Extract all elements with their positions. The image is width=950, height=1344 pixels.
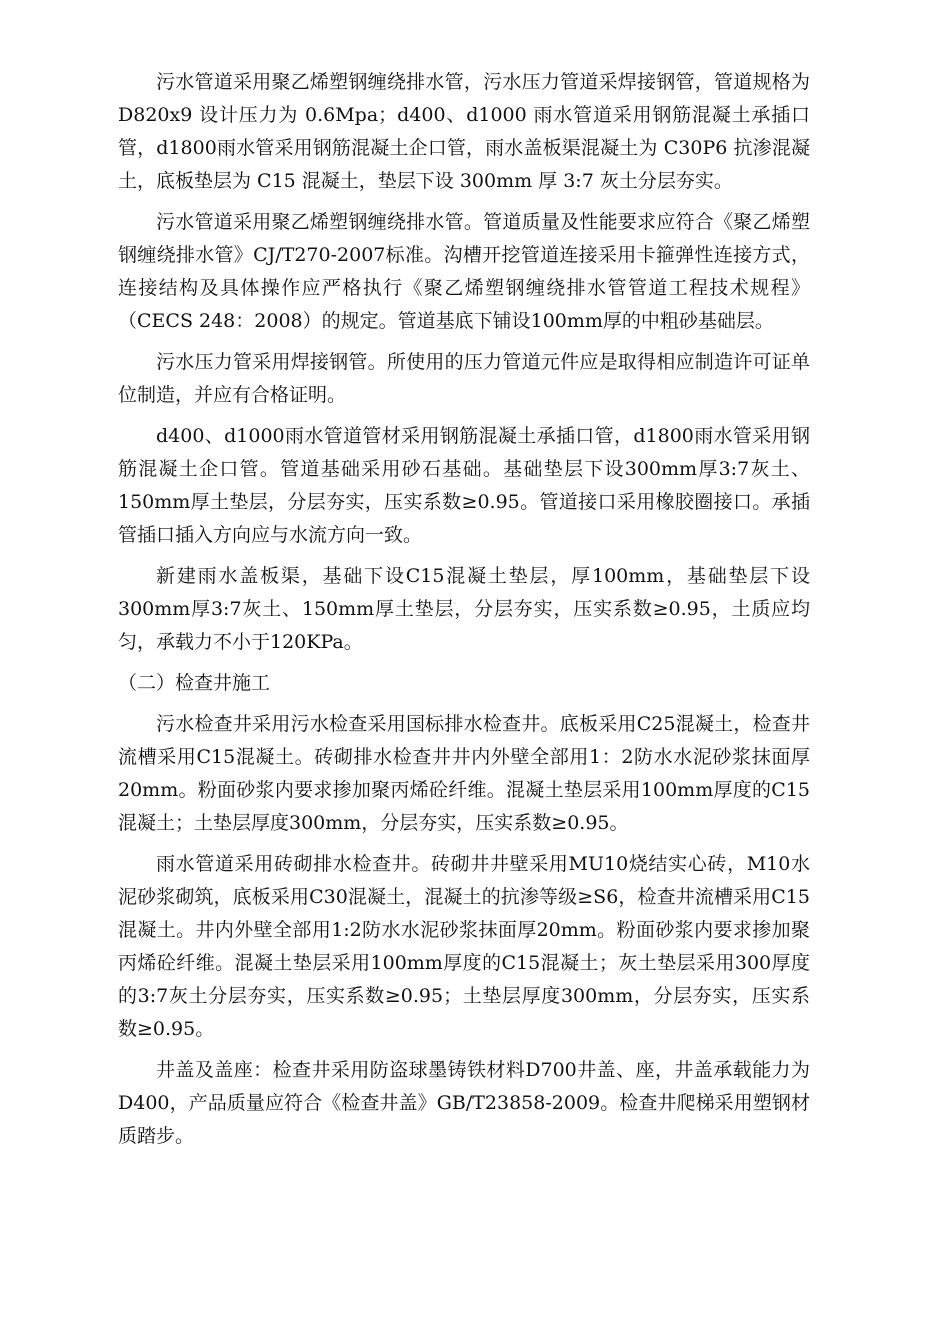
section-heading-manhole-construction: （二）检查井施工 (118, 672, 271, 694)
paragraph-sewage-manhole: 污水检查井采用污水检查采用国标排水检查井。底板采用C25混凝土，检查井流槽采用C15混凝土。砖砌排水检查井井内外壁全部用1：2防水水泥砂浆抹面厚20mm。粉面砂浆内要求掺加聚丙烯砼纤维。混凝土垫层采用100mm厚度的C15混凝土；土垫层厚度300mm，分层夯实，压实系数≥0.95。 (118, 713, 810, 834)
document-page (118, 66, 810, 1161)
paragraph-manhole-cover: 井盖及盖座：检查井采用防盗球墨铸铁材料D700井盖、座，井盖承载能力为D400，产品质量应符合《检查井盖》GB/T23858-2009。检查井爬梯采用塑钢材质踏步。 (118, 1059, 810, 1147)
paragraph-steel-pressure-pipe: 污水压力管采用焊接钢管。所使用的压力管道元件应是取得相应制造许可证单位制造，并应有合格证明。 (118, 351, 810, 406)
paragraph-sewage-pipe-overview: 污水管道采用聚乙烯塑钢缠绕排水管，污水压力管道采焊接钢管，管道规格为D820x9 设计压力为 0.6Mpa；d400、d1000 雨水管道采用钢筋混凝土承插口管，d1800雨水管采用钢筋混凝土企口管，雨水盖板渠混凝土为 C30P6 抗渗混凝土，底板垫层为 C15 混凝土，垫层下设 300mm 厚 3:7 灰土分层夯实。 (118, 71, 810, 192)
paragraph-cover-plate-channel: 新建雨水盖板渠，基础下设C15混凝土垫层，厚100mm，基础垫层下设300mm厚3:7灰土、150mm厚土垫层，分层夯实，压实系数≥0.95，土质应均匀，承载力不小于120KPa。 (118, 565, 810, 653)
paragraph-rain-manhole: 雨水管道采用砖砌排水检查井。砖砌井井壁采用MU10烧结实心砖，M10水泥砂浆砌筑，底板采用C30混凝土，混凝土的抗渗等级≥S6，检查井流槽采用C15混凝土。井内外壁全部用1:2防水水泥砂浆抹面厚20mm。粉面砂浆内要求掺加聚丙烯砼纤维。混凝土垫层采用100mm厚度的C15混凝土；灰土垫层采用300厚度的3:7灰土分层夯实，压实系数≥0.95；土垫层厚度300mm，分层夯实，压实系数≥0.95。 (118, 853, 810, 1040)
paragraph-rain-pipe-foundation: d400、d1000雨水管道管材采用钢筋混凝土承插口管，d1800雨水管采用钢筋混凝土企口管。管道基础采用砂石基础。基础垫层下设300mm厚3:7灰土、150mm厚土垫层，分层夯实，压实系数≥0.95。管道接口采用橡胶圈接口。承插管插口插入方向应与水流方向一致。 (118, 425, 810, 546)
paragraph-pe-pipe-standard: 污水管道采用聚乙烯塑钢缠绕排水管。管道质量及性能要求应符合《聚乙烯塑钢缠绕排水管》CJ/T270-2007标准。沟槽开挖管道连接采用卡箍弹性连接方式，连接结构及具体操作应严格执行《聚乙烯塑钢缠绕排水管管道工程技术规程》（CECS 248：2008）的规定。管道基底下铺设100mm厚的中粗砂基础层。 (118, 211, 810, 332)
